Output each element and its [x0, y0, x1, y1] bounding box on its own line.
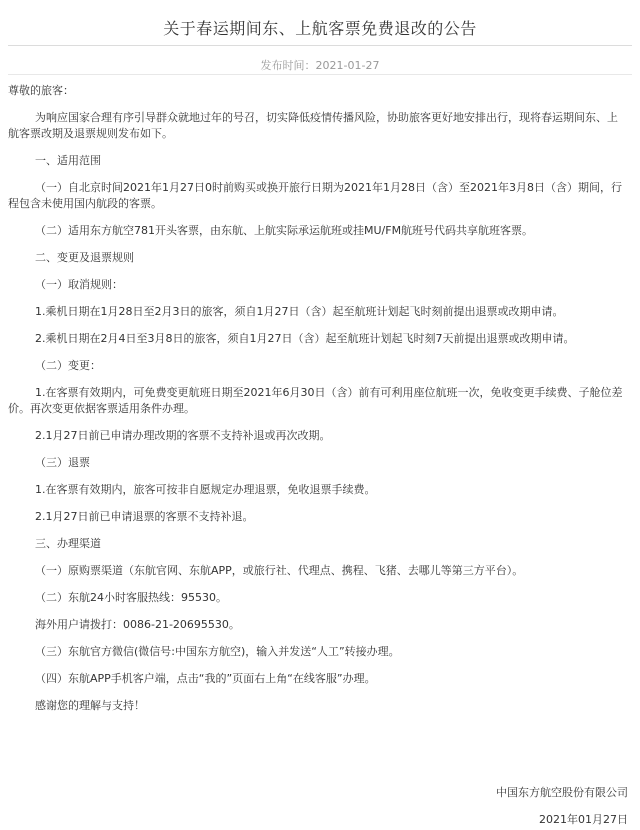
clause-paragraph: （二）适用东方航空781开头客票，由东航、上航实际承运航班或挂MU/FM航班号代码共享航班客票。: [35, 224, 534, 237]
salutation: 尊敬的旅客：: [8, 84, 74, 97]
section-heading: 一、适用范围: [35, 154, 101, 167]
rule-item: 2.1月27日前已申请办理改期的客票不支持补退或再次改期。: [35, 429, 331, 442]
rule-item: 2.乘机日期在2月4日至3月8日的旅客，须自1月27日（含）起至航班计划起飞时刻7天前提出退票或改期申请。: [35, 332, 575, 345]
section-heading: 二、变更及退票规则: [35, 251, 134, 264]
subsection-heading: （一）取消规则：: [35, 278, 123, 291]
publish-date: 2021-01-27: [315, 59, 380, 72]
signature-company: 中国东方航空股份有限公司: [496, 786, 628, 799]
rule-item: 2.1月27日前已申请退票的客票不支持补退。: [35, 510, 254, 523]
clause-paragraph: （一）自北京时间2021年1月27日0时前购买或换开旅行日期为2021年1月28日（含）至2021年3月8日（含）期间，行程包含未使用国内航段的客票。: [8, 181, 622, 210]
channel-item: （四）东航APP手机客户端，点击“我的”页面右上角“在线客服”办理。: [35, 672, 376, 685]
closing-line: 感谢您的理解与支持！: [35, 699, 145, 712]
signature-date: 2021年01月27日: [539, 813, 628, 826]
intro-paragraph: 为响应国家合理有序引导群众就地过年的号召，切实降低疫情传播风险，协助旅客更好地安排出行，现将春运期间东、上航客票改期及退票规则发布如下。: [8, 111, 618, 140]
channel-item: （一）原购票渠道（东航官网、东航APP，或旅行社、代理点、携程、飞猪、去哪儿等第三方平台）。: [35, 564, 524, 577]
article-body: [8, 83, 628, 714]
page-title: 关于春运期间东、上航客票免费退改的公告: [163, 19, 477, 38]
rule-item: 1.在客票有效期内，旅客可按非自愿规定办理退票，免收退票手续费。: [35, 483, 376, 496]
section-heading: 三、办理渠道: [35, 537, 101, 550]
date-divider: [8, 74, 632, 75]
overseas-hotline: 海外用户请拨打：0086-21-20695530。: [35, 618, 240, 631]
subsection-heading: （二）变更：: [35, 359, 101, 372]
subsection-heading: （三）退票: [35, 456, 90, 469]
publish-label: 发布时间：: [260, 59, 316, 72]
rule-item: 1.乘机日期在1月28日至2月3日的旅客，须自1月27日（含）起至航班计划起飞时刻前提出退票或改期申请。: [35, 305, 564, 318]
rule-item: 1.在客票有效期内，可免费变更航班日期至2021年6月30日（含）前有可利用座位航班一次，免收变更手续费、子舱位差价。再次变更依据客票适用条件办理。: [8, 386, 623, 415]
channel-item: （三）东航官方微信(微信号:中国东方航空)，输入并发送“人工”转接办理。: [35, 645, 400, 658]
publish-date-line: [0, 57, 640, 73]
channel-item: （二）东航24小时客服热线：95530。: [35, 591, 227, 604]
title-divider: [8, 45, 632, 46]
